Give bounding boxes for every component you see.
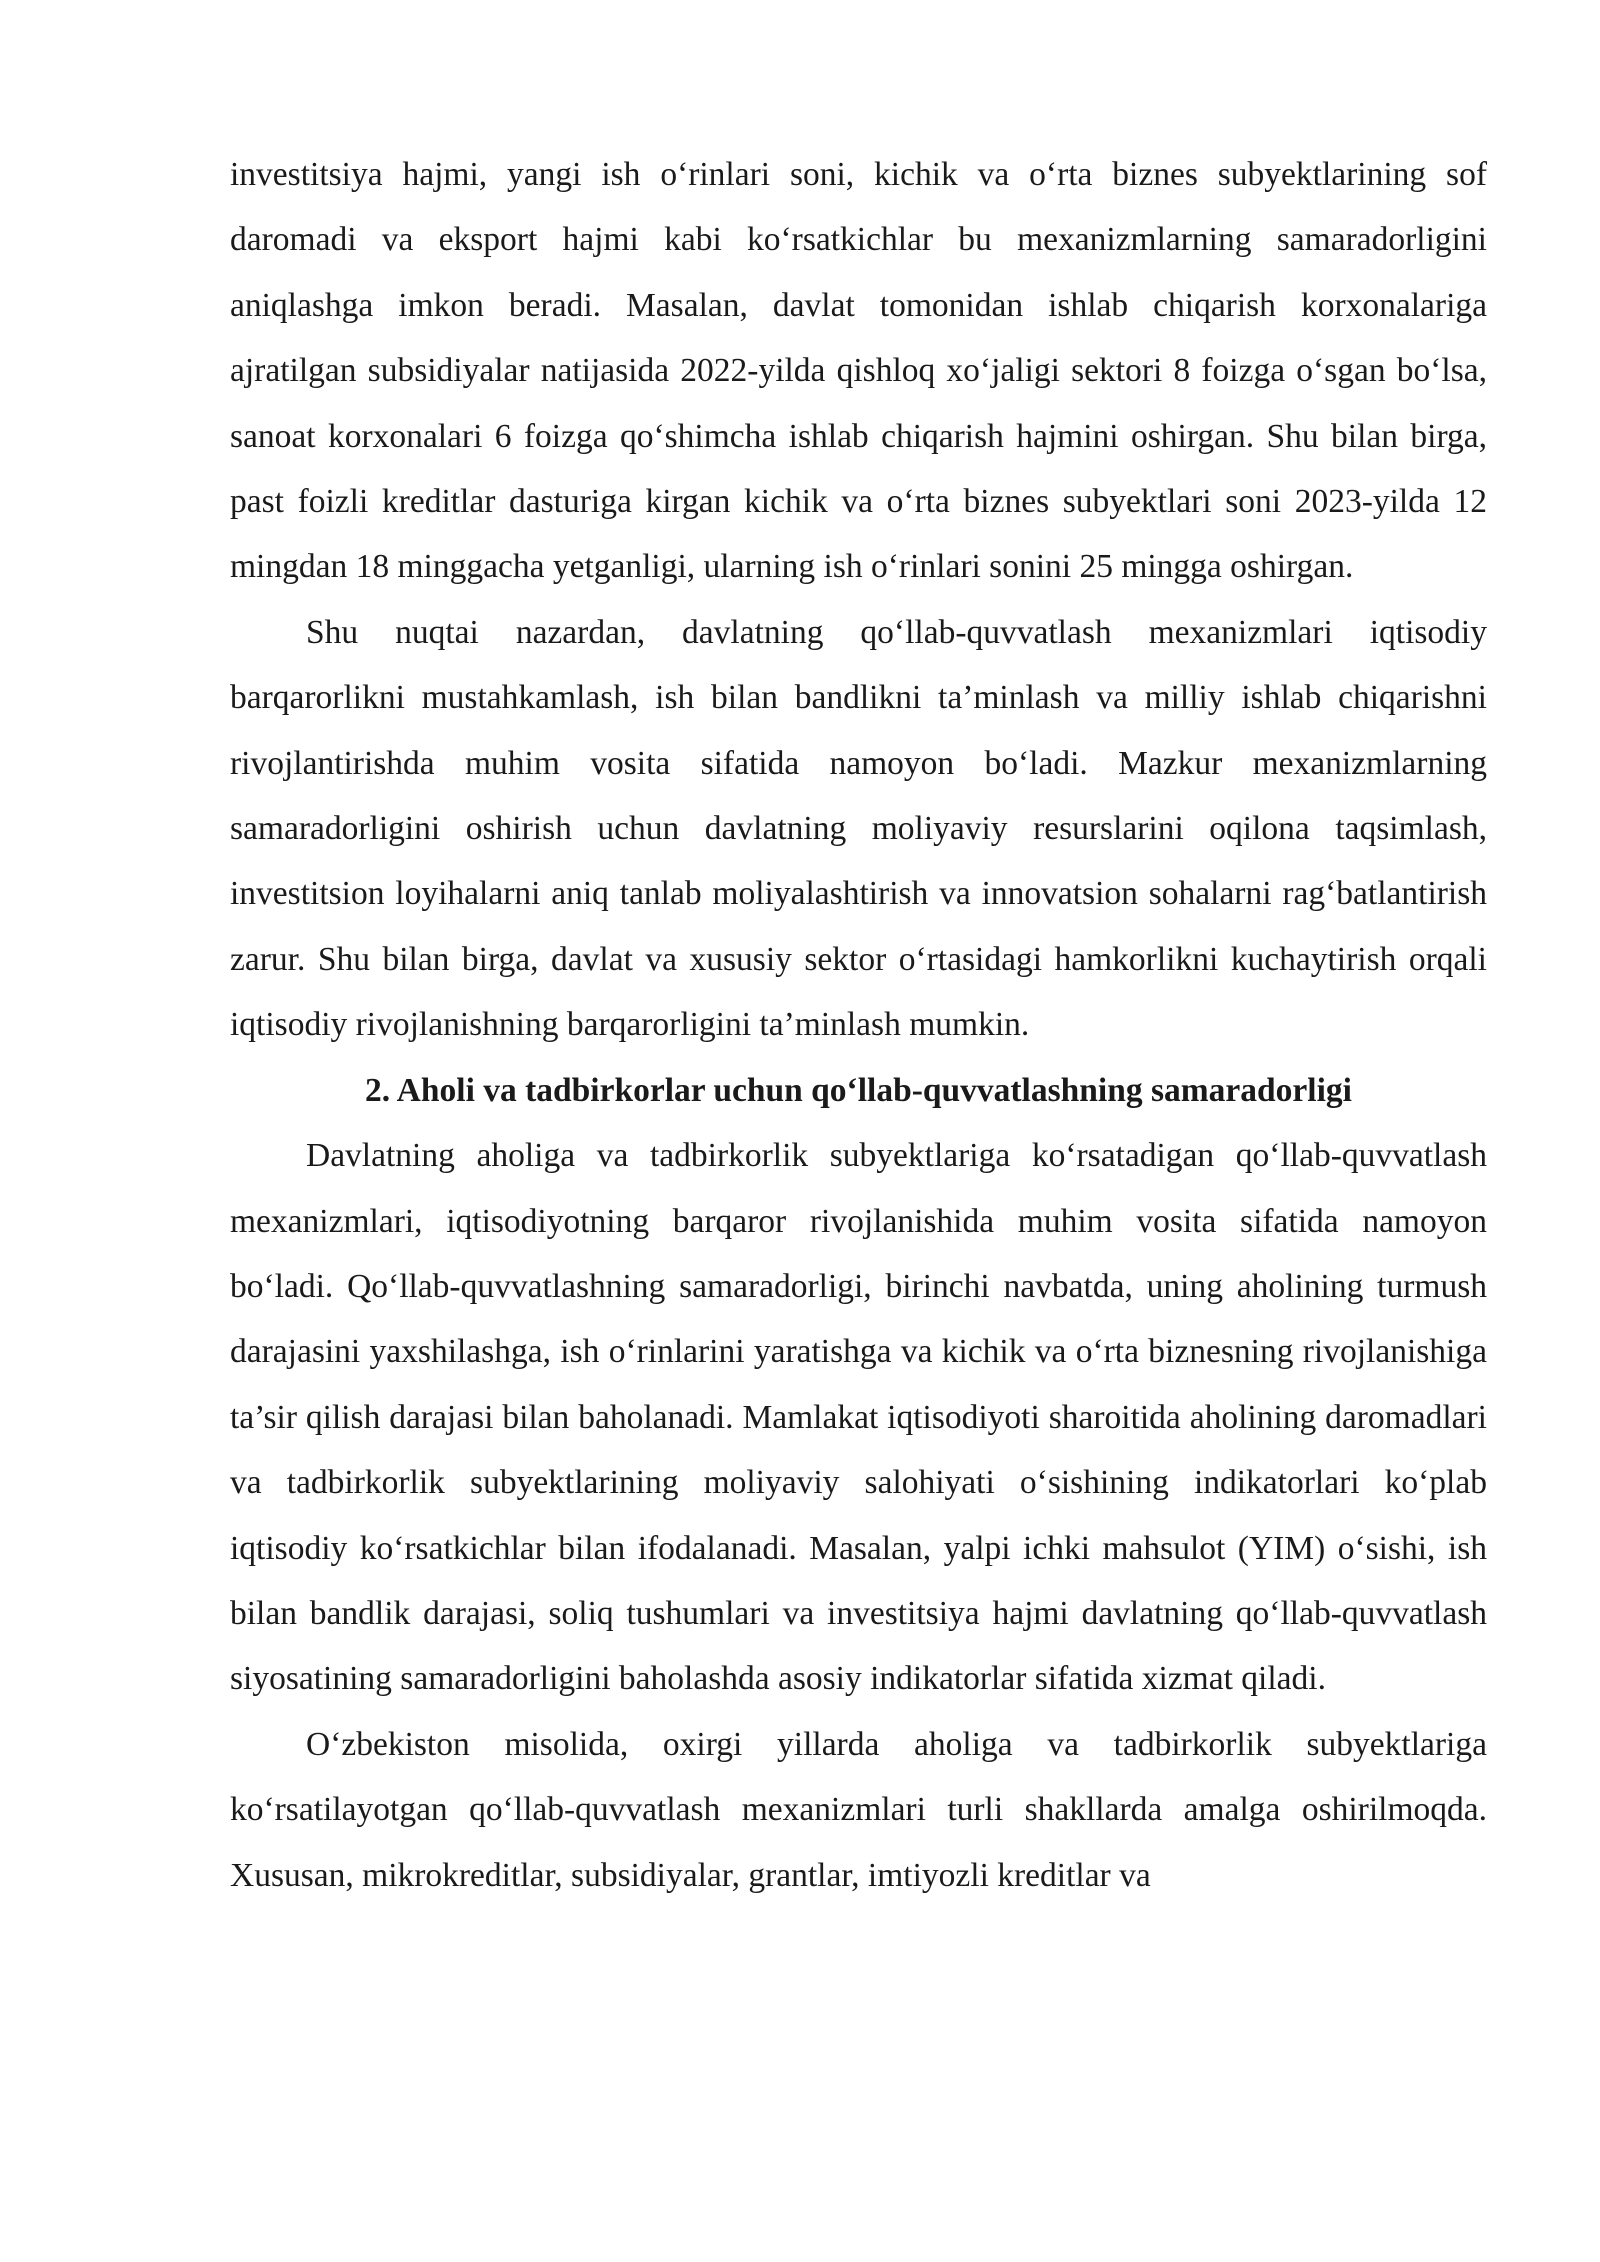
paragraph-support-mechanisms: Shu nuqtai nazardan, davlatning qo‘llab-quvvatlash mexanizmlari iqtisodiy barqarorlikni mustahkamlash, ish bilan bandlikni ta’minlash va milliy ishlab chiqarishni rivojlantirishda muhim vosita sifatida namoyon bo‘ladi. Mazkur mexanizmlarning samaradorligini oshirish uchun davlatning moliyaviy resurslarini oqilona taqsimlash, investitsion loyihalarni aniq tanlab moliyalashtirish va innovatsion sohalarni rag‘batlantirish zarur. Shu bilan birga, davlat va xususiy sektor o‘rtasidagi hamkorlikni kuchaytirish orqali iqtisodiy rivojlanishning barqarorligini ta’minlash mumkin. (230, 613, 1487, 1044)
document-body (230, 142, 1487, 1908)
paragraph-support-efficiency: Davlatning aholiga va tadbirkorlik subyektlariga ko‘rsatadigan qo‘llab-quvvatlash mexanizmlari, iqtisodiyotning barqaror rivojlanishida muhim vosita sifatida namoyon bo‘ladi. Qo‘llab-quvvatlashning samaradorligi, birinchi navbatda, uning aholining turmush darajasini yaxshilashga, ish o‘rinlarini yaratishga va kichik va o‘rta biznesning rivojlanishiga ta’sir qilish darajasi bilan baholanadi. Mamlakat iqtisodiyoti sharoitida aholining daromadlari va tadbirkorlik subyektlarining moliyaviy salohiyati o‘sishining indikatorlari ko‘plab iqtisodiy ko‘rsatkichlar bilan ifodalanadi. Masalan, yalpi ichki mahsulot (YIM) o‘sishi, ish bilan bandlik darajasi, soliq tushumlari va investitsiya hajmi davlatning qo‘llab-quvvatlash siyosatining samaradorligini baholashda asosiy indikatorlar sifatida xizmat qiladi. (230, 1137, 1487, 1698)
section-heading: 2. Aholi va tadbirkorlar uchun qo‘llab-quvvatlashning samaradorligi (365, 1071, 1352, 1109)
paragraph-continuation: investitsiya hajmi, yangi ish o‘rinlari soni, kichik va o‘rta biznes subyektlarining sof daromadi va eksport hajmi kabi ko‘rsatkichlar bu mexanizmlarning samaradorligini aniqlashga imkon beradi. Masalan, davlat tomonidan ishlab chiqarish korxonalariga ajratilgan subsidiyalar natijasida 2022-yilda qishloq xo‘jaligi sektori 8 foizga o‘sgan bo‘lsa, sanoat korxonalari 6 foizga qo‘shimcha ishlab chiqarish hajmini oshirgan. Shu bilan birga, past foizli kreditlar dasturiga kirgan kichik va o‘rta biznes subyektlari soni 2023-yilda 12 mingdan 18 minggacha yetganligi, ularning ish o‘rinlari sonini 25 mingga oshirgan. (230, 156, 1487, 586)
paragraph-uzbekistan-example: O‘zbekiston misolida, oxirgi yillarda aholiga va tadbirkorlik subyektlariga ko‘rsatilayotgan qo‘llab-quvvatlash mexanizmlari turli shakllarda amalga oshirilmoqda. Xususan, mikrokreditlar, subsidiyalar, grantlar, imtiyozli kreditlar va (230, 1725, 1487, 1894)
